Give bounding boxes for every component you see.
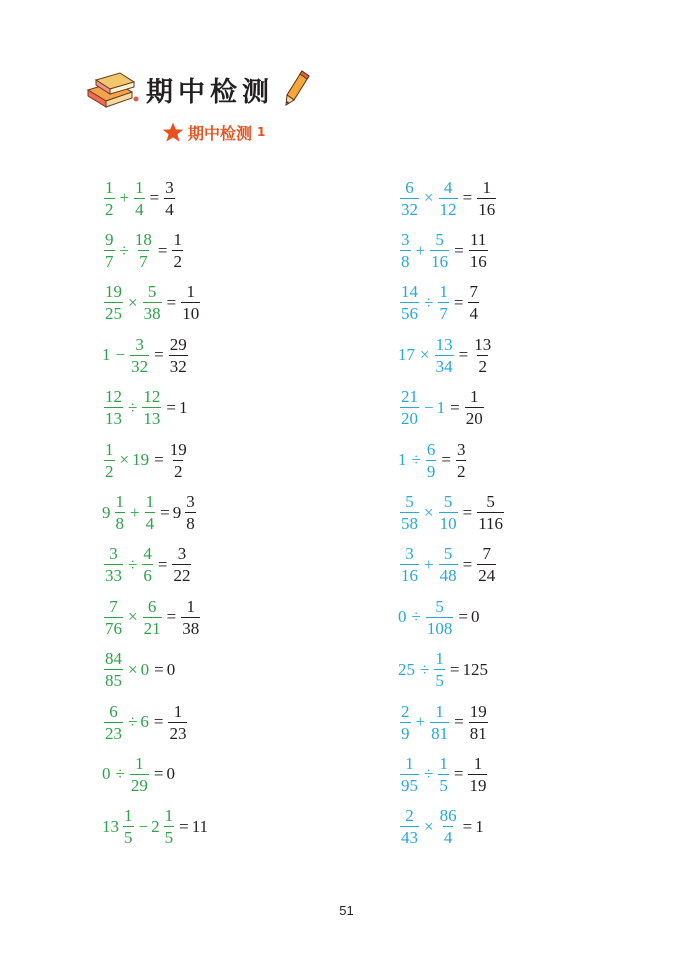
- problem-row: [398, 644, 506, 696]
- denominator: 20: [401, 409, 418, 429]
- denominator: 76: [105, 618, 122, 638]
- fraction: [168, 703, 187, 742]
- denominator: 20: [465, 409, 483, 429]
- numerator: 1: [145, 492, 155, 512]
- problem-row: [398, 277, 506, 329]
- fraction: [430, 703, 449, 742]
- numerator: 5: [435, 230, 444, 250]
- numerator: 6: [426, 439, 436, 459]
- fraction: [104, 598, 123, 637]
- equals-sign: =: [450, 397, 460, 417]
- numerator: 1: [435, 649, 444, 669]
- equals-sign: =: [441, 450, 451, 470]
- operator: ÷: [424, 292, 434, 312]
- denominator: 85: [105, 671, 122, 691]
- equals-sign: =: [458, 345, 469, 365]
- equals-sign: =: [453, 292, 464, 312]
- left-problem-column: [102, 172, 210, 853]
- fraction: [468, 283, 479, 322]
- fraction: [400, 283, 419, 322]
- fraction: [145, 493, 156, 532]
- numerator: 4: [443, 177, 453, 197]
- fraction: [134, 179, 145, 218]
- integer: 9: [102, 502, 111, 522]
- numerator: 1: [115, 492, 124, 512]
- numerator: 6: [109, 701, 118, 721]
- fraction: [104, 545, 123, 584]
- fraction: [456, 441, 467, 480]
- fraction: [477, 545, 496, 584]
- operator: +: [415, 240, 426, 260]
- operator: ×: [119, 450, 130, 470]
- denominator: 9: [401, 723, 410, 743]
- integer: 13: [102, 816, 119, 836]
- integer: 1: [178, 397, 188, 417]
- operator: ÷: [128, 397, 138, 417]
- denominator: 4: [469, 304, 478, 324]
- integer: 0: [470, 607, 480, 627]
- problem-row: [102, 748, 210, 800]
- problem-row: [102, 539, 210, 591]
- equals-sign: =: [462, 188, 473, 208]
- integer: 0: [398, 607, 407, 627]
- numerator: 3: [401, 230, 410, 250]
- denominator: 56: [401, 304, 418, 324]
- integer: 1: [102, 345, 111, 365]
- equals-sign: =: [154, 345, 164, 365]
- numerator: 3: [177, 544, 187, 564]
- fraction: [477, 179, 496, 218]
- subtitle-label: 期中检测: [188, 123, 253, 143]
- fraction: [473, 336, 492, 375]
- operator: ×: [424, 502, 434, 522]
- integer: 125: [462, 659, 488, 679]
- problem-row: [102, 382, 210, 434]
- fraction: [465, 388, 484, 427]
- numerator: 3: [165, 177, 174, 197]
- operator: ÷: [115, 764, 125, 784]
- numerator: 7: [482, 544, 491, 564]
- right-problem-column: [398, 172, 506, 853]
- fraction: [439, 807, 458, 846]
- operator: ÷: [420, 659, 430, 679]
- denominator: 7: [139, 252, 148, 272]
- equals-sign: =: [153, 712, 164, 732]
- denominator: 33: [105, 566, 122, 586]
- problem-row: [102, 434, 210, 486]
- denominator: 81: [431, 723, 449, 743]
- fraction: [130, 336, 149, 375]
- integer: 25: [398, 659, 415, 679]
- fraction: [468, 755, 487, 794]
- numerator: 3: [109, 544, 118, 564]
- fraction: [439, 493, 458, 532]
- fraction: [142, 545, 153, 584]
- fraction: [134, 231, 153, 270]
- fraction: [104, 283, 123, 322]
- fraction: [185, 493, 196, 532]
- page-number: 51: [339, 903, 354, 918]
- numerator: 1: [124, 806, 133, 826]
- numerator: 19: [105, 282, 122, 302]
- denominator: 58: [401, 514, 418, 534]
- numerator: 5: [435, 596, 444, 616]
- operator: ÷: [119, 240, 129, 260]
- operator: ×: [424, 188, 434, 208]
- problem-row: [102, 591, 210, 643]
- fraction: [400, 755, 419, 794]
- integer: 1: [475, 816, 484, 836]
- numerator: 7: [109, 596, 118, 616]
- problem-row: [398, 486, 506, 538]
- operator: +: [415, 712, 426, 732]
- fraction: [123, 807, 134, 846]
- problem-row: [398, 224, 506, 276]
- fraction: [469, 703, 488, 742]
- fraction: [469, 231, 488, 270]
- pencil-icon: [284, 70, 310, 106]
- numerator: 5: [405, 492, 414, 512]
- operator: ×: [128, 607, 138, 627]
- equals-sign: =: [454, 240, 464, 260]
- numerator: 9: [105, 230, 114, 250]
- numerator: 14: [401, 282, 418, 302]
- fraction: [142, 388, 161, 427]
- integer: 0: [102, 764, 111, 784]
- denominator: 5: [124, 828, 133, 848]
- numerator: 11: [470, 230, 487, 250]
- numerator: 1: [186, 282, 195, 302]
- numerator: 2: [405, 806, 414, 826]
- denominator: 8: [186, 514, 195, 534]
- problem-row: [102, 696, 210, 748]
- equals-sign: =: [154, 450, 164, 470]
- denominator: 21: [143, 618, 161, 638]
- star-icon: [162, 122, 184, 143]
- fraction: [104, 703, 123, 742]
- fraction: [143, 283, 162, 322]
- denominator: 5: [439, 775, 448, 795]
- fraction: [400, 545, 419, 584]
- denominator: 16: [469, 252, 487, 272]
- numerator: 1: [473, 753, 483, 773]
- equals-sign: =: [153, 764, 164, 784]
- operator: ÷: [424, 764, 434, 784]
- numerator: 1: [439, 282, 448, 302]
- operator: ×: [424, 816, 434, 836]
- page-title: 期中检测: [146, 77, 274, 108]
- numerator: 84: [105, 649, 122, 669]
- denominator: 38: [143, 304, 161, 324]
- numerator: 12: [105, 387, 122, 407]
- operator: ÷: [411, 607, 421, 627]
- denominator: 95: [401, 775, 418, 795]
- numerator: 6: [147, 596, 157, 616]
- denominator: 12: [439, 199, 457, 219]
- numerator: 1: [135, 753, 144, 773]
- integer: 11: [191, 816, 209, 836]
- problem-row: [102, 277, 210, 329]
- denominator: 9: [426, 461, 436, 481]
- numerator: 29: [169, 334, 187, 354]
- subtitle-number: 1: [257, 125, 266, 139]
- operator: +: [130, 502, 140, 522]
- fraction: [400, 493, 419, 532]
- equals-sign: =: [149, 188, 160, 208]
- numerator: 1: [469, 387, 479, 407]
- denominator: 2: [173, 252, 182, 272]
- integer: 9: [172, 502, 182, 522]
- fraction: [104, 388, 123, 427]
- denominator: 4: [145, 514, 155, 534]
- problem-row: [398, 382, 506, 434]
- fraction: [104, 441, 115, 480]
- numerator: 21: [401, 387, 418, 407]
- problem-row: [398, 434, 506, 486]
- numerator: 1: [135, 177, 144, 197]
- fraction: [169, 441, 188, 480]
- numerator: 6: [405, 177, 414, 197]
- integer: 2: [151, 816, 160, 836]
- problem-row: [398, 329, 506, 381]
- problem-row: [102, 801, 210, 853]
- equals-sign: =: [166, 607, 177, 627]
- book-stack-icon: [84, 68, 142, 108]
- operator: ÷: [128, 554, 138, 574]
- denominator: 16: [478, 199, 496, 219]
- fraction: [434, 650, 445, 689]
- fraction: [426, 441, 437, 480]
- denominator: 43: [401, 828, 418, 848]
- denominator: 24: [478, 566, 496, 586]
- operator: −: [138, 816, 149, 836]
- numerator: 1: [105, 177, 114, 197]
- denominator: 13: [143, 409, 161, 429]
- denominator: 16: [431, 252, 449, 272]
- numerator: 19: [169, 439, 187, 459]
- fraction: [172, 545, 191, 584]
- denominator: 8: [115, 514, 124, 534]
- numerator: 1: [439, 753, 448, 773]
- numerator: 4: [143, 544, 152, 564]
- numerator: 5: [443, 544, 453, 564]
- denominator: 25: [105, 304, 122, 324]
- numerator: 2: [401, 701, 410, 721]
- denominator: 2: [456, 461, 466, 481]
- denominator: 2: [105, 461, 114, 481]
- denominator: 32: [169, 356, 187, 376]
- fraction: [400, 388, 419, 427]
- fraction: [172, 231, 183, 270]
- denominator: 23: [105, 723, 122, 743]
- numerator: 13: [435, 334, 453, 354]
- problem-row: [102, 486, 210, 538]
- problem-row: [398, 748, 506, 800]
- numerator: 7: [469, 282, 478, 302]
- integer: 0: [166, 659, 176, 679]
- denominator: 34: [435, 356, 453, 376]
- numerator: 18: [134, 230, 152, 250]
- problem-row: [398, 172, 506, 224]
- denominator: 7: [105, 252, 114, 272]
- numerator: 12: [143, 387, 161, 407]
- denominator: 22: [173, 566, 191, 586]
- operator: ÷: [411, 450, 421, 470]
- fraction: [430, 231, 449, 270]
- integer: 17: [398, 345, 415, 365]
- fraction: [130, 755, 149, 794]
- operator: ÷: [128, 712, 138, 732]
- equals-sign: =: [454, 712, 464, 732]
- numerator: 5: [443, 492, 453, 512]
- problem-row: [398, 696, 506, 748]
- equals-sign: =: [462, 816, 473, 836]
- numerator: 1: [164, 806, 174, 826]
- denominator: 13: [105, 409, 122, 429]
- denominator: 4: [443, 828, 453, 848]
- denominator: 108: [426, 618, 453, 638]
- fraction: [477, 493, 504, 532]
- equals-sign: =: [166, 292, 177, 312]
- denominator: 116: [478, 514, 504, 534]
- denominator: 2: [105, 199, 114, 219]
- numerator: 1: [482, 177, 491, 197]
- equals-sign: =: [166, 397, 176, 417]
- operator: ×: [128, 659, 138, 679]
- fraction: [169, 336, 188, 375]
- numerator: 3: [186, 492, 195, 512]
- fraction: [438, 283, 449, 322]
- denominator: 16: [401, 566, 418, 586]
- integer: 1: [398, 450, 407, 470]
- integer: 0: [140, 659, 150, 679]
- denominator: 2: [478, 356, 487, 376]
- numerator: 1: [186, 596, 195, 616]
- denominator: 29: [130, 775, 148, 795]
- integer: 6: [140, 712, 149, 732]
- integer: 1: [436, 397, 446, 417]
- numerator: 3: [456, 439, 466, 459]
- denominator: 48: [439, 566, 457, 586]
- operator: ×: [128, 292, 138, 312]
- fraction: [439, 179, 458, 218]
- denominator: 2: [173, 461, 183, 481]
- fraction: [435, 336, 454, 375]
- denominator: 32: [401, 199, 418, 219]
- operator: −: [424, 397, 434, 417]
- operator: −: [115, 345, 126, 365]
- numerator: 1: [173, 230, 182, 250]
- equals-sign: =: [462, 554, 473, 574]
- denominator: 38: [182, 618, 200, 638]
- integer: 0: [166, 764, 175, 784]
- denominator: 4: [165, 199, 174, 219]
- fraction: [164, 807, 175, 846]
- denominator: 8: [401, 252, 410, 272]
- numerator: 3: [405, 544, 414, 564]
- operator: +: [424, 554, 434, 574]
- denominator: 10: [182, 304, 200, 324]
- problem-row: [102, 172, 210, 224]
- denominator: 81: [469, 723, 487, 743]
- section-header: [84, 68, 324, 112]
- equals-sign: =: [154, 659, 164, 679]
- fraction: [104, 231, 115, 270]
- equals-sign: =: [157, 240, 168, 260]
- denominator: 23: [169, 723, 187, 743]
- operator: ×: [420, 345, 430, 365]
- fraction: [115, 493, 126, 532]
- numerator: 5: [486, 492, 495, 512]
- numerator: 1: [105, 439, 114, 459]
- fraction: [438, 755, 449, 794]
- numerator: 5: [147, 282, 157, 302]
- equals-sign: =: [458, 607, 468, 627]
- fraction: [181, 598, 200, 637]
- equals-sign: =: [179, 816, 189, 836]
- numerator: 1: [405, 753, 414, 773]
- numerator: 86: [439, 806, 457, 826]
- problem-row: [398, 801, 506, 853]
- equals-sign: =: [449, 659, 460, 679]
- subtitle: [162, 120, 265, 144]
- fraction: [439, 545, 458, 584]
- equals-sign: =: [160, 502, 170, 522]
- problem-row: [102, 224, 210, 276]
- equals-sign: =: [462, 502, 473, 522]
- fraction: [426, 598, 454, 637]
- fraction: [400, 179, 419, 218]
- fraction: [104, 179, 115, 218]
- numerator: 3: [135, 334, 144, 354]
- fraction: [400, 807, 419, 846]
- denominator: 5: [435, 671, 444, 691]
- problem-row: [398, 591, 506, 643]
- problem-row: [102, 644, 210, 696]
- numerator: 1: [435, 701, 444, 721]
- fraction: [400, 231, 411, 270]
- equals-sign: =: [157, 554, 168, 574]
- fraction: [143, 598, 162, 637]
- denominator: 6: [143, 566, 152, 586]
- numerator: 13: [474, 334, 492, 354]
- denominator: 19: [469, 775, 487, 795]
- denominator: 10: [439, 514, 457, 534]
- equals-sign: =: [453, 764, 464, 784]
- denominator: 32: [131, 356, 149, 376]
- numerator: 19: [469, 701, 487, 721]
- denominator: 7: [439, 304, 448, 324]
- fraction: [164, 179, 175, 218]
- fraction: [181, 283, 200, 322]
- problem-row: [398, 539, 506, 591]
- operator: +: [119, 188, 130, 208]
- denominator: 5: [164, 828, 174, 848]
- numerator: 1: [173, 701, 183, 721]
- problem-row: [102, 329, 210, 381]
- denominator: 4: [135, 199, 144, 219]
- fraction: [104, 650, 123, 689]
- integer: 19: [132, 450, 150, 470]
- fraction: [400, 703, 411, 742]
